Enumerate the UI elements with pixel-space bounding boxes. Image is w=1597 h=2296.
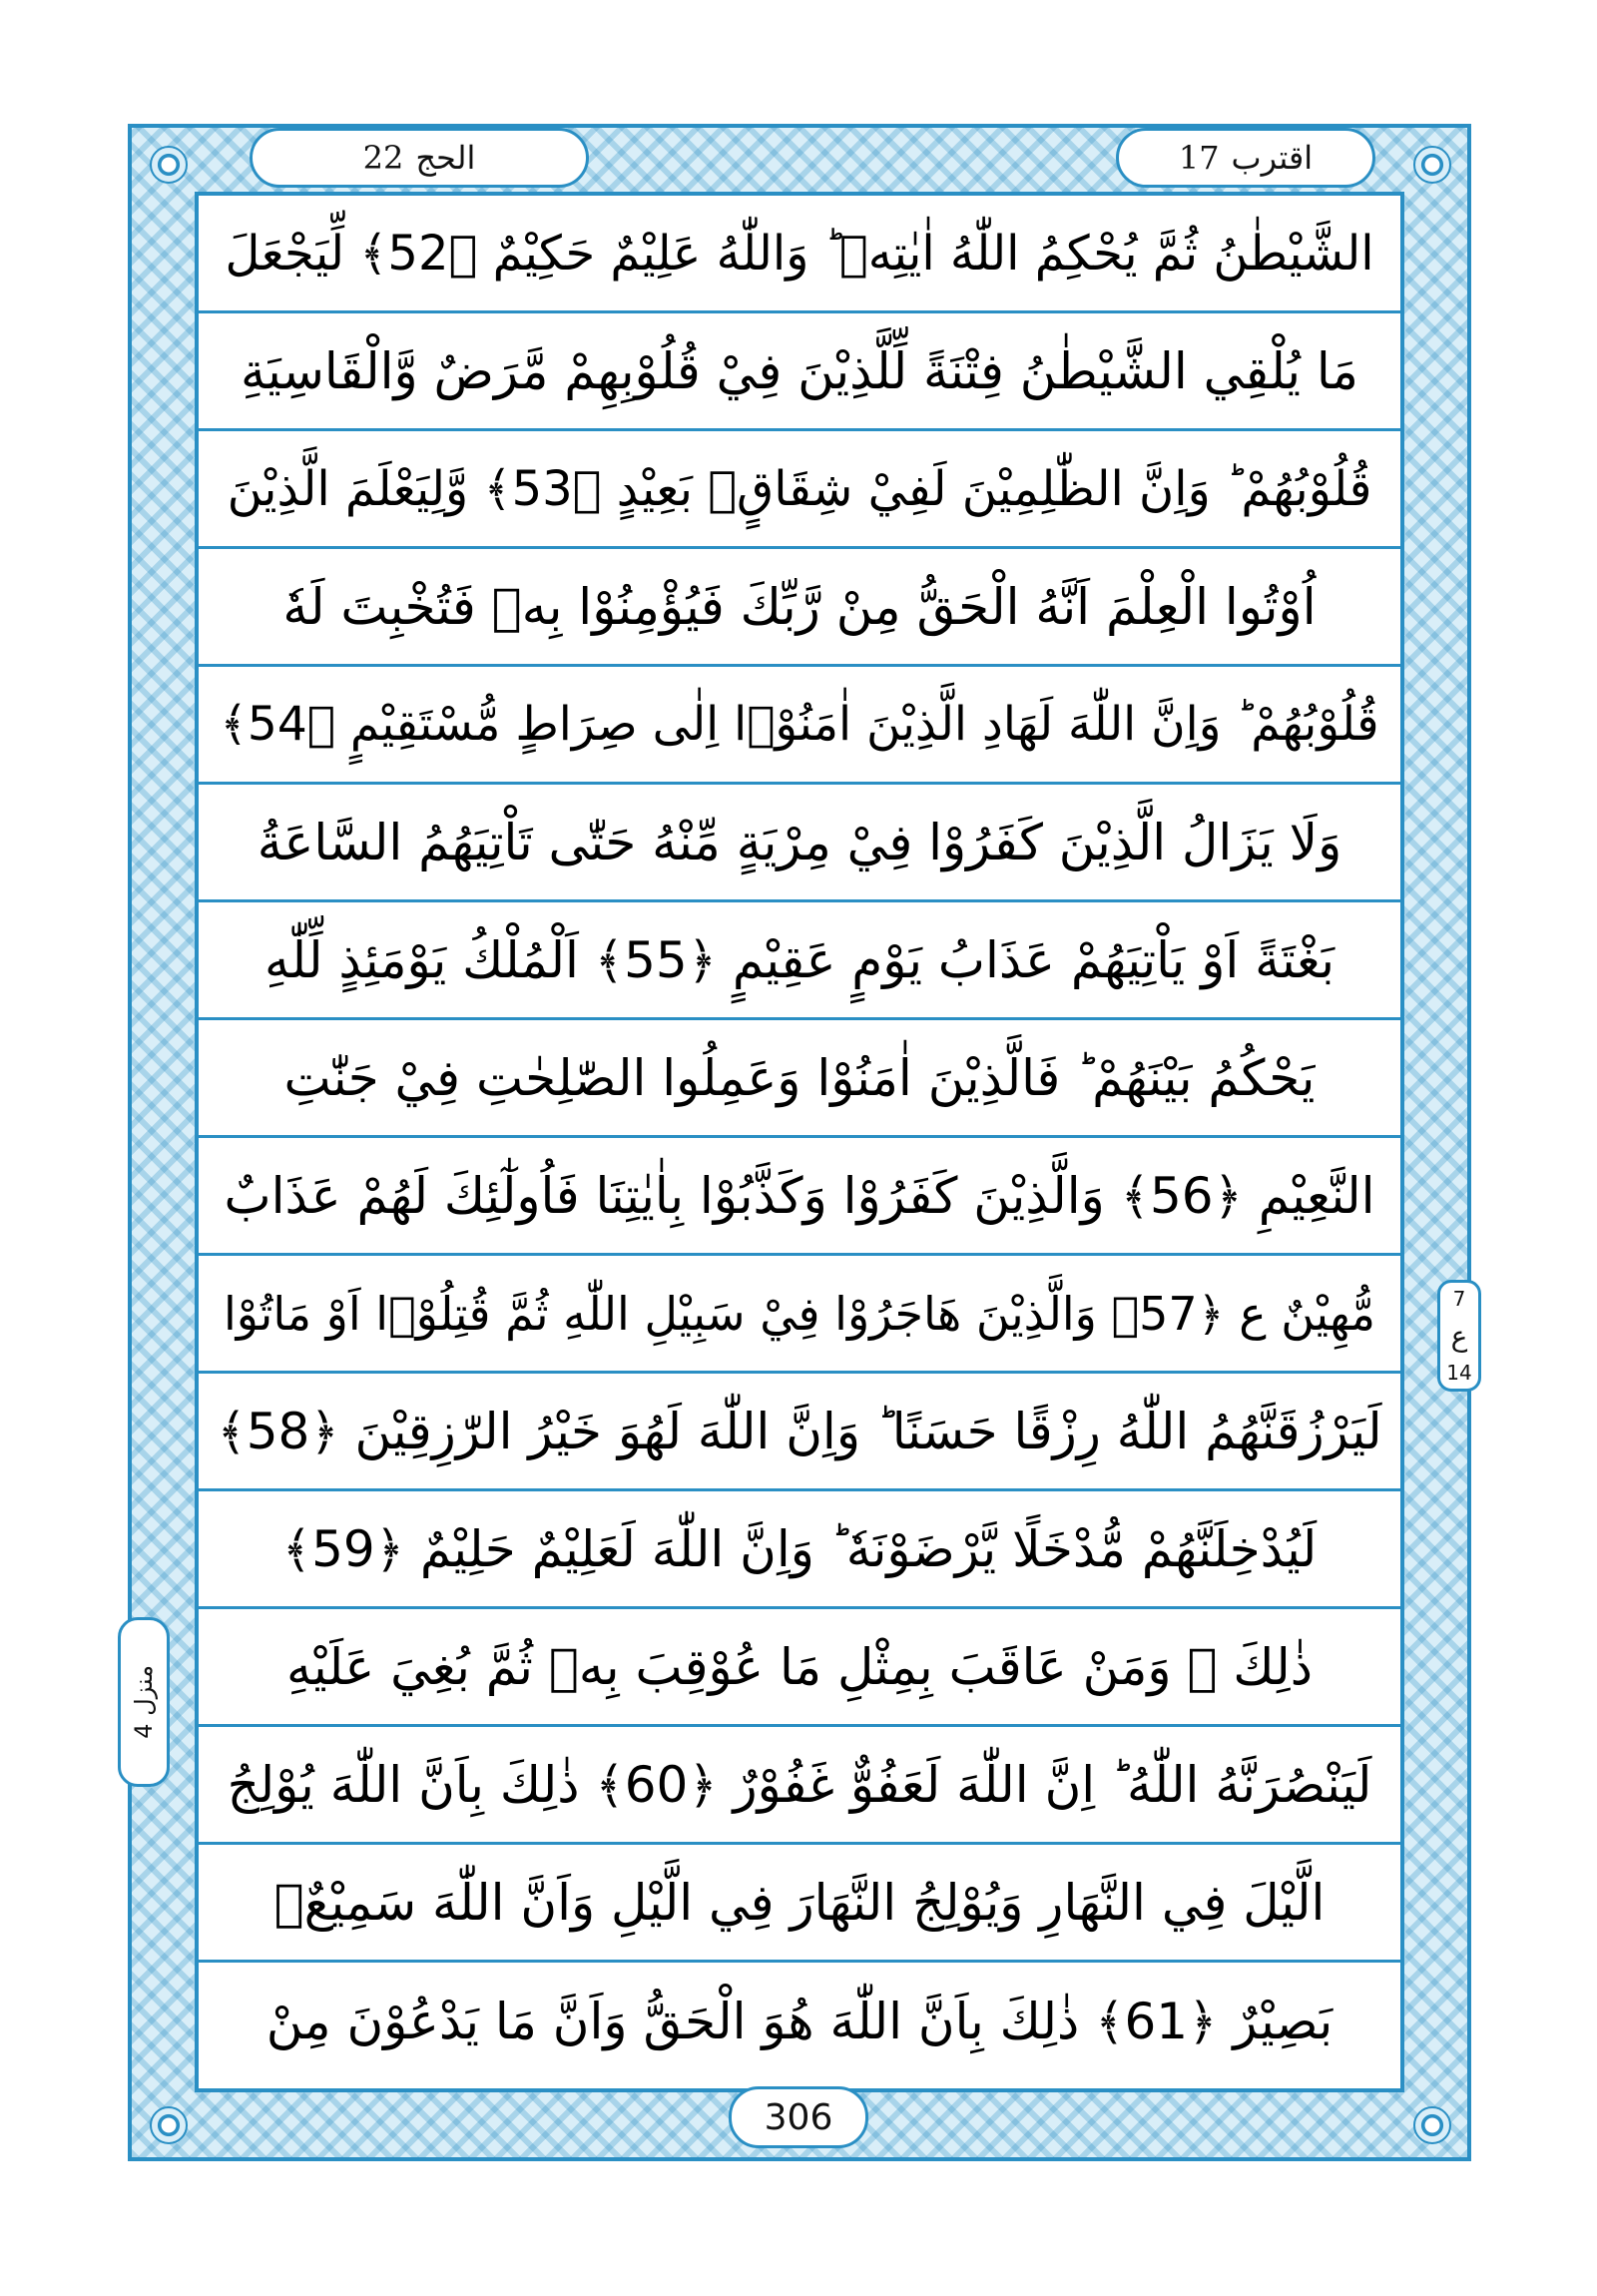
- text-line: [199, 196, 1400, 313]
- ruku-bottom-number: 14: [1446, 1361, 1472, 1385]
- line-text: اُوْتُوا الْعِلْمَ اَنَّهُ الْحَقُّ مِنْ رَّبِّكَ فَيُؤْمِنُوْا بِهٖ فَتُخْبِتَ لَهٗ: [282, 577, 1317, 636]
- corner-rosette-icon: [150, 2106, 188, 2144]
- line-text: الشَّيْطٰنُ ثُمَّ يُحْكِمُ اللّٰهُ اٰيٰتِهٖ ؕ وَاللّٰهُ عَلِيْمٌ حَكِيْمٌ ﴿52﴾ لِّيَجْعَلَ: [225, 225, 1374, 282]
- line-text: لَيَنْصُرَنَّهُ اللّٰهُ ؕ اِنَّ اللّٰهَ لَعَفُوٌّ غَفُوْرٌ ﴿60﴾ ذٰلِكَ بِاَنَّ اللّٰهَ يُوْلِجُ: [227, 1755, 1372, 1814]
- verse-lines: [199, 196, 1400, 2080]
- line-text: ذٰلِكَ ۚ وَمَنْ عَاقَبَ بِمِثْلِ مَا عُوْقِبَ بِهٖ ثُمَّ بُغِيَ عَلَيْهِ: [285, 1637, 1313, 1696]
- text-line: [199, 1491, 1400, 1609]
- surah-number: 22: [362, 139, 404, 177]
- text-line: [199, 1845, 1400, 1963]
- text-line: [199, 902, 1400, 1020]
- line-text: لَيَرْزُقَنَّهُمُ اللّٰهُ رِزْقًا حَسَنًا ؕ وَاِنَّ اللّٰهَ لَهُوَ خَيْرُ الرّٰزِقِيْنَ ﴿58﴾: [217, 1402, 1382, 1460]
- line-text: وَلَا يَزَالُ الَّذِيْنَ كَفَرُوْا فِيْ مِرْيَةٍ مِّنْهُ حَتّٰى تَاْتِيَهُمُ السَّاعَةُ: [257, 813, 1342, 871]
- manzil-label: منزل 4: [130, 1665, 158, 1739]
- surah-header: [250, 128, 589, 188]
- line-text: النَّعِيْمِ ﴿56﴾ وَالَّذِيْنَ كَفَرُوْا وَكَذَّبُوْا بِاٰيٰتِنَا فَاُولٰٓئِكَ لَهُمْ عَذَابٌ: [224, 1166, 1375, 1225]
- juz-header: [1116, 128, 1375, 188]
- line-text: مَا يُلْقِي الشَّيْطٰنُ فِتْنَةً لِّلَّذِيْنَ فِيْ قُلُوْبِهِمْ مَّرَضٌ وَّالْقَاسِيَةِ: [241, 341, 1358, 400]
- line-text: يَحْكُمُ بَيْنَهُمْ ؕ فَالَّذِيْنَ اٰمَنُوْا وَعَمِلُوا الصّٰلِحٰتِ فِيْ جَنّٰتِ: [283, 1048, 1316, 1107]
- line-text: قُلُوْبُهُمْ ؕ وَاِنَّ اللّٰهَ لَهَادِ الَّذِيْنَ اٰمَنُوْۤا اِلٰى صِرَاطٍ مُّسْتَقِيْمٍ ﴿54﴾: [220, 697, 1379, 752]
- line-text: لَيُدْخِلَنَّهُمْ مُّدْخَلًا يَّرْضَوْنَهٗ ؕ وَاِنَّ اللّٰهَ لَعَلِيْمٌ حَلِيْمٌ ﴿59﴾: [281, 1519, 1318, 1578]
- line-text: الَّيْلَ فِي النَّهَارِ وَيُوْلِجُ النَّهَارَ فِي الَّيْلِ وَاَنَّ اللّٰهَ سَمِيْعٌۢ: [273, 1873, 1326, 1932]
- text-line: [199, 1727, 1400, 1845]
- surah-name: الحج: [415, 139, 476, 177]
- corner-rosette-icon: [1413, 146, 1451, 184]
- text-line: [199, 1963, 1400, 2080]
- juz-name: اقترب: [1231, 139, 1314, 177]
- text-line: [199, 1138, 1400, 1256]
- text-line: [199, 313, 1400, 431]
- line-text: قُلُوْبُهُمْ ؕ وَاِنَّ الظّٰلِمِيْنَ لَفِيْ شِقَاقٍۭ بَعِيْدٍ ﴿53﴾ وَّلِيَعْلَمَ الَّذِيْنَ: [227, 460, 1372, 517]
- line-text: بَصِيْرٌ ﴿61﴾ ذٰلِكَ بِاَنَّ اللّٰهَ هُوَ الْحَقُّ وَاَنَّ مَا يَدْعُوْنَ مِنْ: [266, 1993, 1333, 2050]
- ruku-marker: [1437, 1280, 1481, 1392]
- text-line: [199, 1609, 1400, 1727]
- text-line: [199, 1256, 1400, 1374]
- manzil-marker: [118, 1617, 170, 1787]
- corner-rosette-icon: [1413, 2106, 1451, 2144]
- ruku-top-number: 7: [1452, 1287, 1466, 1311]
- page-number: 306: [729, 2086, 868, 2148]
- text-line: [199, 1020, 1400, 1138]
- line-text: مُّهِيْنٌ ع ﴿57﴾ وَالَّذِيْنَ هَاجَرُوْا فِيْ سَبِيْلِ اللّٰهِ ثُمَّ قُتِلُوْۤا اَوْ مَاتُوْا: [223, 1286, 1376, 1341]
- text-line: [199, 785, 1400, 902]
- text-line: [199, 1374, 1400, 1491]
- text-line: [199, 431, 1400, 549]
- text-line: [199, 549, 1400, 667]
- corner-rosette-icon: [150, 146, 188, 184]
- juz-number: 17: [1178, 139, 1220, 177]
- ruku-symbol: ع: [1450, 1319, 1468, 1353]
- line-text: بَغْتَةً اَوْ يَاْتِيَهُمْ عَذَابُ يَوْمٍ عَقِيْمٍ ﴿55﴾ اَلْمُلْكُ يَوْمَئِذٍ لِّلّٰهِ: [264, 930, 1335, 989]
- text-line: [199, 667, 1400, 785]
